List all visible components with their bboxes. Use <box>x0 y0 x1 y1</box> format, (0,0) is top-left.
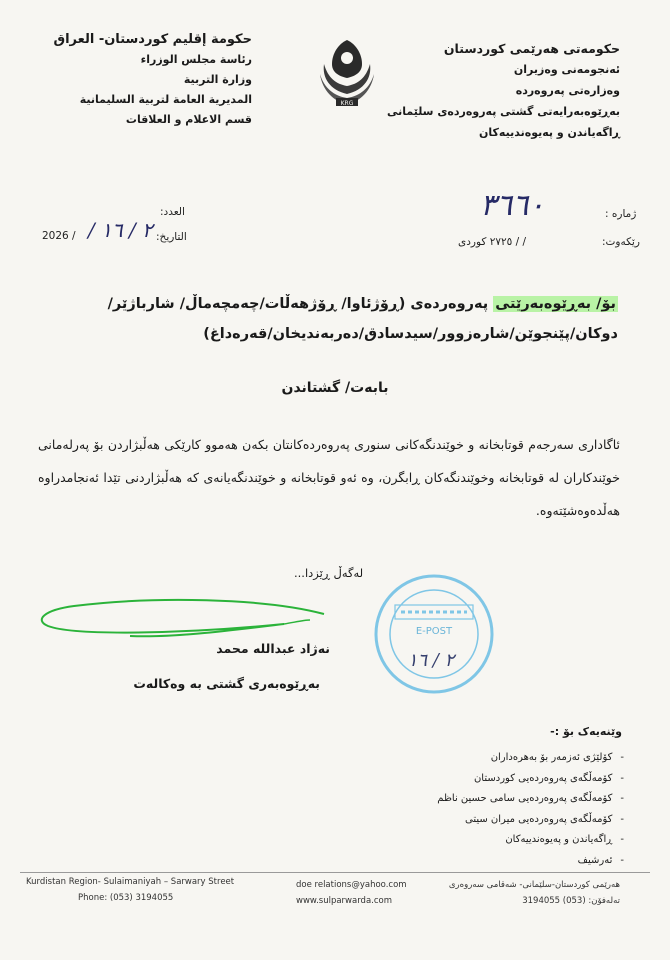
header-ku-line5: ڕاگەیاندن و پەیوەندییەکان <box>479 126 620 139</box>
header-ar-line5: قسم الاعلام و العلاقات <box>125 113 252 126</box>
date-label-ku: رێکەوت: <box>602 236 640 248</box>
footer-email: doe relations@yahoo.com <box>296 880 407 890</box>
signatory-name: نەژاد عبدالله محمد <box>216 641 330 656</box>
addressee-line1 <box>48 288 618 321</box>
date-handwritten: ٢ / ١٦ / <box>88 218 153 242</box>
footer-phone-ku: تەلەفۆن: (053) 3194055 <box>522 896 620 906</box>
header-ku-line4: بەڕێوەبەرایەتی گشتی پەروەردەی سلێمانی <box>386 105 620 118</box>
footer-website: www.sulparwarda.com <box>296 896 393 906</box>
regards-text: لەگەڵ ڕێزدا... <box>294 566 364 580</box>
addressee-line1-rest: پەروەردەی (ڕۆژئاوا/ ڕۆژهەڵات/چەمچەماڵ/ شارباژێر/ <box>107 296 489 312</box>
list-item: -ڕاگەیاندن و پەیوەندییەکان <box>505 834 624 845</box>
number-label-ar: العدد: <box>160 206 185 218</box>
signatory-title: بەڕێوەبەری گشتی بە وەکالەت <box>133 676 320 691</box>
number-label-ku: ژمارە : <box>605 208 637 220</box>
list-item: -ئەرشیف <box>577 854 624 866</box>
copies-title: وێنەیەک بۆ :- <box>550 725 622 738</box>
addressee-prefix: بۆ/ بەڕێوەبەرێتی <box>495 296 616 312</box>
header-ku-line2: ئەنجومەنی وەزیران <box>513 63 620 76</box>
header-ku-line1: حكومەتی هەرێمی کوردستان <box>443 41 620 56</box>
addressee-line2: دوکان/پێنجوێن/شارەزوور/سیدسادق/دەربەندیخان/قەرەداغ) <box>203 326 618 342</box>
date-year: 2026 / <box>42 230 76 242</box>
logo-text: KRG <box>340 100 354 107</box>
date-label-ar: التاريخ: <box>156 231 187 243</box>
date-ku-value: / / ٢٧٢٥ کوردی <box>458 236 527 248</box>
list-item: -کۆمەڵگەی پەروەردەیی میران سیتی <box>465 813 624 825</box>
header-ar-line4: المديرية العامة لتربية السليمانية <box>79 93 252 106</box>
footer-address-en: Kurdistan Region- Sulaimaniyah – Sarwary Street <box>26 877 235 887</box>
stamp-date: ٢ / ١٦ <box>407 650 455 671</box>
copies-list <box>264 748 624 871</box>
body-paragraph: ئاگاداری سەرجەم قوتابخانە و خوێندنگەکانی سنوری پەروەردەکانتان بکەن هەموو کارێکی هەڵبژاردن بۆ پەرلەمانی خوێندکاران لە قوتابخانە وخوێندنگەکان ڕابگرن، وە ئەو قوتابخانە و خوێندنگەیانەی کە هەڵبژاردنی تێدا ئەنجامدراوە هەڵدەوەشێتەوە. <box>38 437 620 518</box>
list-item: -کۆمەڵگەی پەروەردەیی سامی حسین ناظم <box>437 793 624 804</box>
header-ar-line2: رئاسة مجلس الوزراء <box>140 53 252 66</box>
footer-divider <box>20 872 650 873</box>
list-item: -کۆلێژی ئەزمەر بۆ بەهرەداران <box>490 752 624 763</box>
number-handwritten: ٣٦٦٠ <box>480 188 545 223</box>
footer-address-ku: هەرێمی کوردستان-سلێمانی- شەقامی سەروەری <box>448 880 620 890</box>
header-ku-line3: وەزارەتی پەروەردە <box>515 84 620 97</box>
header-kurdish <box>380 38 620 143</box>
header-arabic <box>26 30 252 130</box>
subject-heading: بابەت/ گشتاندن <box>281 380 389 396</box>
kurdistan-emblem-icon <box>316 34 378 118</box>
official-stamp <box>371 571 497 697</box>
header-ar-line1: حكومة إقليم كوردستان- العراق <box>53 32 252 47</box>
stamp-label: E-POST <box>415 626 453 637</box>
list-item: -کۆمەڵگەی پەروەردەیی کوردستان <box>473 772 624 784</box>
header-ar-line3: وزارة التربية <box>183 73 252 86</box>
footer-phone-en: Phone: (053) 3194055 <box>78 893 174 903</box>
